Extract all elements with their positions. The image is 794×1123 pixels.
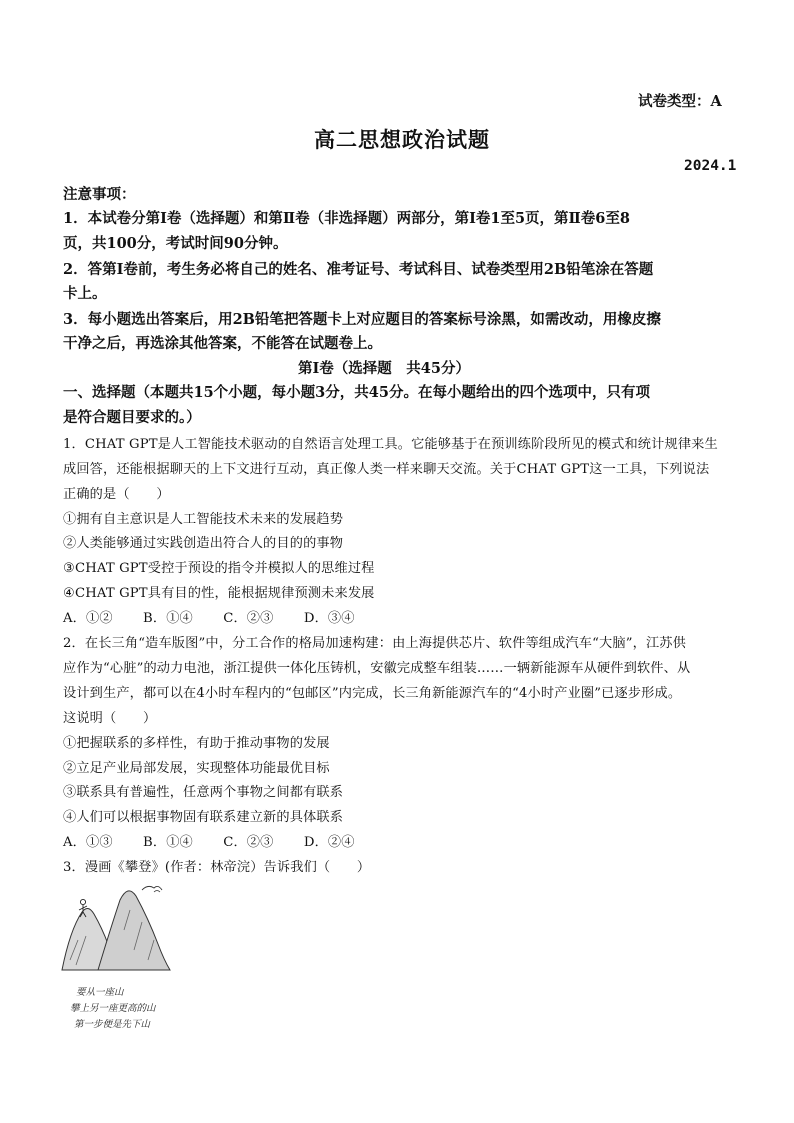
question-stem-line: 设计到生产，都可以在4小时车程内的“包邮区”内完成，长三角新能源汽车的“4小时产业圈”已逐步形成。 bbox=[63, 686, 682, 701]
statement: ④人们可以根据事物固有联系建立新的具体联系 bbox=[63, 810, 344, 825]
question-stem-line: 应作为“心脏”的动力电池，浙江提供一体化压铸机，安徽完成整车组装……一辆新能源车从硬件到软件、从 bbox=[63, 661, 691, 676]
option-a[interactable]: A．①③ bbox=[63, 835, 113, 850]
section-title: 第Ⅰ卷（选择题 共45分） bbox=[298, 360, 470, 377]
page-title: 高二思想政治试题 bbox=[314, 127, 490, 152]
cartoon-caption: 攀上另一座更高的山 bbox=[70, 1003, 156, 1014]
cartoon-caption: 要从一座山 bbox=[76, 987, 124, 998]
answer-options bbox=[63, 607, 355, 626]
option-d[interactable]: D．③④ bbox=[303, 611, 355, 626]
option-b[interactable]: B．①④ bbox=[143, 611, 193, 626]
climbing-cartoon-image bbox=[58, 870, 178, 1040]
notice-line: 1．本试卷分第Ⅰ卷（选择题）和第Ⅱ卷（非选择题）两部分，第Ⅰ卷1至5页，第Ⅱ卷6至8 bbox=[63, 210, 630, 227]
notice-line: 干净之后，再选涂其他答案，不能答在试题卷上。 bbox=[63, 335, 382, 352]
question-stem-line: 1．CHAT GPT是人工智能技术驱动的自然语言处理工具。它能够基于在预训练阶段所见的模式和统计规律来生 bbox=[63, 437, 718, 452]
notice-heading: 注意事项： bbox=[63, 186, 136, 203]
option-b[interactable]: B．①④ bbox=[143, 835, 193, 850]
notice-line: 3．每小题选出答案后，用2B铅笔把答题卡上对应题目的答案标号涂黑，如需改动，用橡皮擦 bbox=[63, 311, 661, 328]
cartoon-caption: 第一步便是先下山 bbox=[74, 1019, 151, 1030]
statement: ①把握联系的多样性，有助于推动事物的发展 bbox=[63, 736, 330, 751]
statement: ③联系具有普遍性，任意两个事物之间都有联系 bbox=[63, 785, 344, 800]
exam-date: 2024.1 bbox=[684, 158, 737, 174]
answer-options bbox=[63, 831, 355, 850]
notice-line: 卡上。 bbox=[63, 285, 107, 302]
question-stem-line: 3．漫画《攀登》(作者：林帝浣）告诉我们（ ） bbox=[63, 860, 371, 875]
section-instruction: 一、选择题（本题共15个小题，每小题3分，共45分。在每小题给出的四个选项中，只有项 bbox=[63, 384, 650, 401]
question-stem-line: 2．在长三角“造车版图”中，分工合作的格局加速构建：由上海提供芯片、软件等组成汽车“大脑”，江苏供 bbox=[63, 636, 686, 651]
statement: ①拥有自主意识是人工智能技术未来的发展趋势 bbox=[63, 512, 344, 527]
statement: ②立足产业局部发展，实现整体功能最优目标 bbox=[63, 761, 330, 776]
notice-line: 2．答第Ⅰ卷前，考生务必将自己的姓名、准考证号、考试科目、试卷类型用2B铅笔涂在答题 bbox=[63, 261, 654, 278]
option-c[interactable]: C．②③ bbox=[223, 611, 274, 626]
statement: ②人类能够通过实践创造出符合人的目的的事物 bbox=[63, 536, 344, 551]
statement: ③CHAT GPT受控于预设的指令并模拟人的思维过程 bbox=[63, 561, 375, 576]
option-a[interactable]: A．①② bbox=[63, 611, 113, 626]
statement: ④CHAT GPT具有目的性，能根据规律预测未来发展 bbox=[63, 586, 375, 601]
question-stem-line: 成回答，还能根据聊天的上下文进行互动，真正像人类一样来聊天交流。关于CHAT GPT这一工具，下列说法 bbox=[63, 462, 710, 477]
question-stem-line: 这说明（ ） bbox=[63, 711, 157, 726]
option-c[interactable]: C．②③ bbox=[223, 835, 274, 850]
paper-type-label: 试卷类型：A bbox=[638, 93, 722, 110]
section-instruction: 是符合题目要求的。） bbox=[63, 409, 201, 426]
option-d[interactable]: D．②④ bbox=[303, 835, 355, 850]
notice-line: 页，共100分，考试时间90分钟。 bbox=[63, 235, 288, 252]
question-stem-line: 正确的是（ ） bbox=[63, 487, 170, 502]
